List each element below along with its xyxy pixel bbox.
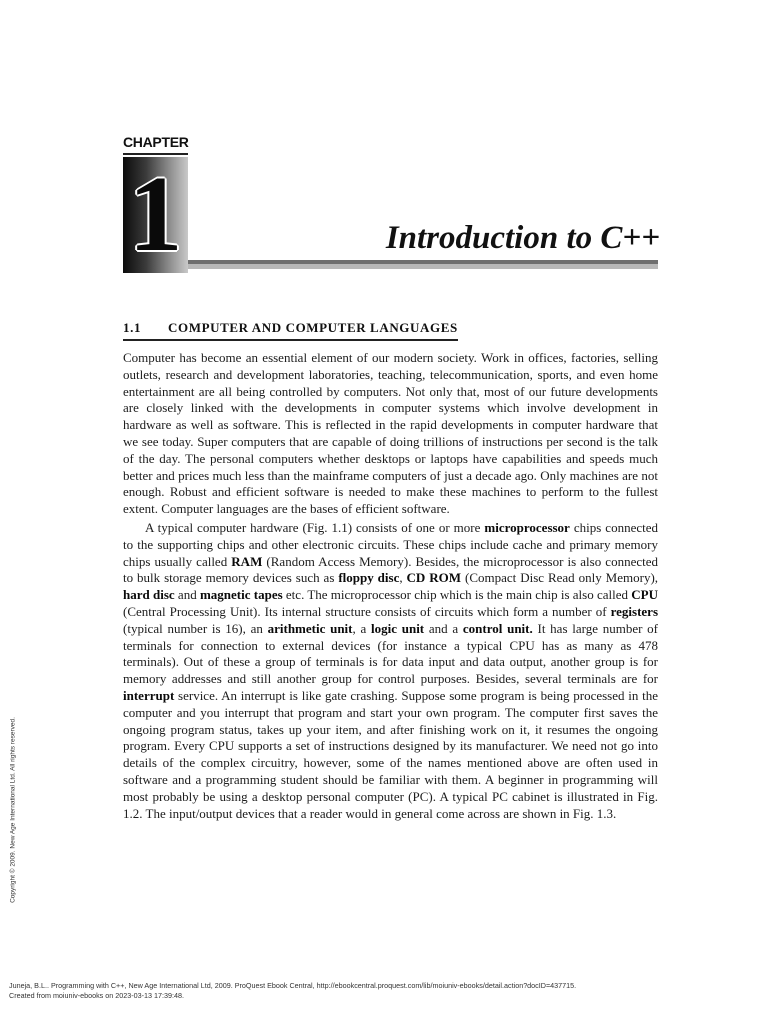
bold-term: arithmetic unit xyxy=(267,620,353,636)
bold-term: RAM xyxy=(231,553,263,569)
chapter-label-rule xyxy=(123,153,188,155)
footer-created: Created from moiuniv-ebooks on 2023-03-13 17:39:48. xyxy=(9,991,185,1000)
chapter-number: 1 xyxy=(128,157,183,273)
chapter-label: CHAPTER xyxy=(123,134,189,150)
chapter-title-rule xyxy=(188,260,658,269)
page-footer xyxy=(9,981,576,1001)
bold-term: microprocessor xyxy=(484,519,570,535)
paragraph-1: Computer has become an essential element of our modern society. Work in offices, factories, selling outlets, research and development laboratories, teaching, telecommunication, sports, and even home entertainment are all being controlled by computers. Not only that, most of our future developments are closely linked with the developments in computer systems which involve development in hardware as well as software. This is reflected in the rapid developments in computer hardware that we see today. Super computers that are capable of doing trillions of instructions per second is the talk of the day. The personal computers whether desktops or laptops have capabilities and speeds much better and prices much less than the mainframe computers of just a decade ago. Only machines are not enough. Robust and efficient software is needed to make these machines to perform to the fullest extent. Computer languages are the bases of efficient software. xyxy=(123,350,658,517)
bold-term: magnetic tapes xyxy=(199,587,283,603)
section-number: 1.1 xyxy=(123,320,142,335)
section-heading xyxy=(123,320,458,341)
bold-term: CD ROM xyxy=(406,570,462,586)
bold-term: interrupt xyxy=(123,687,175,703)
bold-term: CPU xyxy=(631,587,658,603)
section-title: COMPUTER AND COMPUTER LANGUAGES xyxy=(168,320,458,335)
bold-term: registers xyxy=(610,603,658,619)
chapter-number-block xyxy=(123,157,188,273)
chapter-title: Introduction to C++ xyxy=(385,220,660,256)
bold-term: floppy disc xyxy=(338,570,400,586)
side-copyright-notice: Copyright © 2009. New Age International Ltd. All rights reserved. xyxy=(9,717,17,903)
paragraph-2: A typical computer hardware (Fig. 1.1) consists of one or more microprocessor chips connected to the supporting chips and other electronic circuits. These chips include cache and primary memory chips usually called RAM (Random Access Memory). Besides, the microprocessor is also connected to bulk storage memory devices such as floppy disc, CD ROM (Compact Disc Read only Memory), hard disc and magnetic tapes etc. The microprocessor chip which is the main chip is also called CPU (Central Processing Unit). Its internal structure consists of circuits which form a number of registers (typical number is 16), an arithmetic unit, a logic unit and a control unit. It has large number of terminals for connection to external devices (for instance a typical CPU has as many as 478 terminals). Out of these a group of terminals is for data input and data output, another group is for memory addresses and still another group for control purposes. Besides, several terminals are for interrupt service. An interrupt is like gate crashing. Suppose some program is being processed in the computer and you interrupt that program and start your own program. The computer first saves the ongoing program status, takes up your item, and after finishing work on it, it resumes the ongoing program. Every CPU supports a set of instructions designed by its manufacturer. We need not go into details of the complex circuitry, however, some of the names mentioned above are often used in software and a programming student should be familiar with them. A beginner in programming will most probably be using a desktop personal computer (PC). A typical PC cabinet is illustrated in Fig. 1.2. The input/output devices that a reader would in general come across are shown in Fig. 1.3. xyxy=(123,519,659,821)
footer-citation: Juneja, B.L.. Programming with C++, New Age International Ltd, 2009. ProQuest Ebook Central, http://ebookcentral.proquest.com/lib/moiuniv-ebooks/detail.action?docID=437715. xyxy=(9,981,577,990)
bold-term: hard disc xyxy=(123,587,175,603)
bold-term: control unit. xyxy=(462,620,533,636)
bold-term: logic unit xyxy=(371,620,425,636)
body-text xyxy=(123,350,658,824)
